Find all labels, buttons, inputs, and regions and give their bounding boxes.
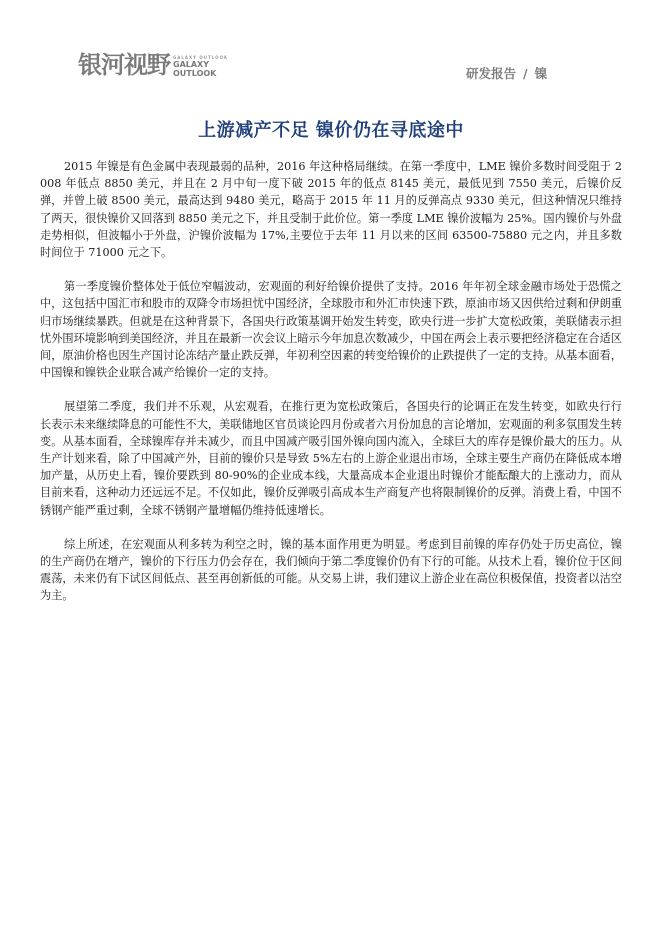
paragraph-q1-support: 第一季度镍价整体处于低位窄幅波动，宏观面的利好给镍价提供了支持。2016 年年初全球金融市场处于恐慌之中，这包括中国汇市和股市的双降令市场担忧中国经济，全球股市和外汇市快速下跌，原油市场又因供给过剩和伊朗重归市场继续暴跌。但就是在这种背景下，各国央行政策基调开始发生转变，欧央行进一步扩大宽松政策，美联储表示担忧外围环境影响到美国经济，并且在最新一次会议上暗示今年加息次数减少，中国在两会上表示要把经济稳定在合适区间，原油价格也因生产国讨论冻结产量止跌反弹，年初利空因素的转变给镍价的止跌提供了一定的支持。从基本面看，中国镍和镍铁企业联合减产给镍价一定的支持。 xyxy=(40,280,622,380)
logo-chinese-text: 银河视野 xyxy=(78,51,170,79)
logo-english-text xyxy=(173,55,228,78)
report-header xyxy=(0,0,662,100)
report-type: 研发报告 xyxy=(466,66,517,81)
article-body xyxy=(40,158,622,622)
paragraph-q1-review: 2015 年镍是有色金属中表现最弱的品种，2016 年这种格局继续。在第一季度中，LME 镍价多数时间受阻于 2008 年低点 8850 美元，并且在 2 月中旬一度下破 2015 年的低点 8145 美元，最低见到 7550 美元，后镍价反弹，并曾上破 8500 美元，最高达到 9480 美元，略高于 2015 年 11 月的反弹高点 9330 美元，但这种情况只维持了两天，很快镍价又回落到 8850 美元之下，并且受制于此价位。第一季度 LME 镍价波幅为 25%。国内镍价与外盘走势相似，但波幅小于外盘，沪镍价波幅为 17%,主要位于去年 11 月以来的区间 63500-75880 元之内，并且多数时间位于 71000 元之下。 xyxy=(40,160,622,260)
galaxy-outlook-logo xyxy=(78,52,228,78)
report-category xyxy=(466,64,547,82)
logo-small-caption: GALAXY OUTLOOK xyxy=(173,55,229,60)
paragraph-conclusion: 综上所述，在宏观面从利多转为利空之时，镍的基本面作用更为明显。考虑到目前镍的库存仍处于历史高位，镍的生产商仍在增产，镍价的下行压力仍会存在，我们倾向于第二季度镍价仍有下行的可能。从技术上看，镍价位于区间震荡，未来仍有下试区间低点、甚至再创新低的可能。从交易上讲，我们建议上游企业在高位积极保值，投资者以沽空为主。 xyxy=(40,537,622,603)
logo-word-galaxy: GALAXY xyxy=(173,60,210,69)
article-title: 上游减产不足 镍价仍在寻底途中 xyxy=(198,120,464,141)
report-topic: 镍 xyxy=(534,66,548,81)
report-separator: / xyxy=(523,66,528,81)
paragraph-q2-outlook: 展望第二季度，我们并不乐观，从宏观看，在推行更为宽松政策后，各国央行的论调正在发生转变，如欧央行行长表示未来继续降息的可能性不大，美联储地区官员谈论四月份或者六月份加息的言论增加，宏观面的利多氛围发生转变。从基本面看，全球镍库存并未减少，而且中国减产吸引国外镍向国内流入，全球巨大的库存是镍价最大的压力。从生产计划来看，除了中国减产外，目前的镍价只是导致 5%左右的上游企业退出市场，全球主要生产商仍在降低成本增加产量，从历史上看，镍价要跌到 80-90%的企业成本线，大量高成本企业退出时镍价才能酝酿大的上涨动力，而从目前来看，这种动力还远远不足。不仅如此，镍价反弹吸引高成本生产商复产也将限制镍价的反弹。消费上看，中国不锈钢产能严重过剩，全球不锈钢产量增幅仍维持低速增长。 xyxy=(40,400,622,517)
logo-word-outlook: OUTLOOK xyxy=(173,69,217,78)
